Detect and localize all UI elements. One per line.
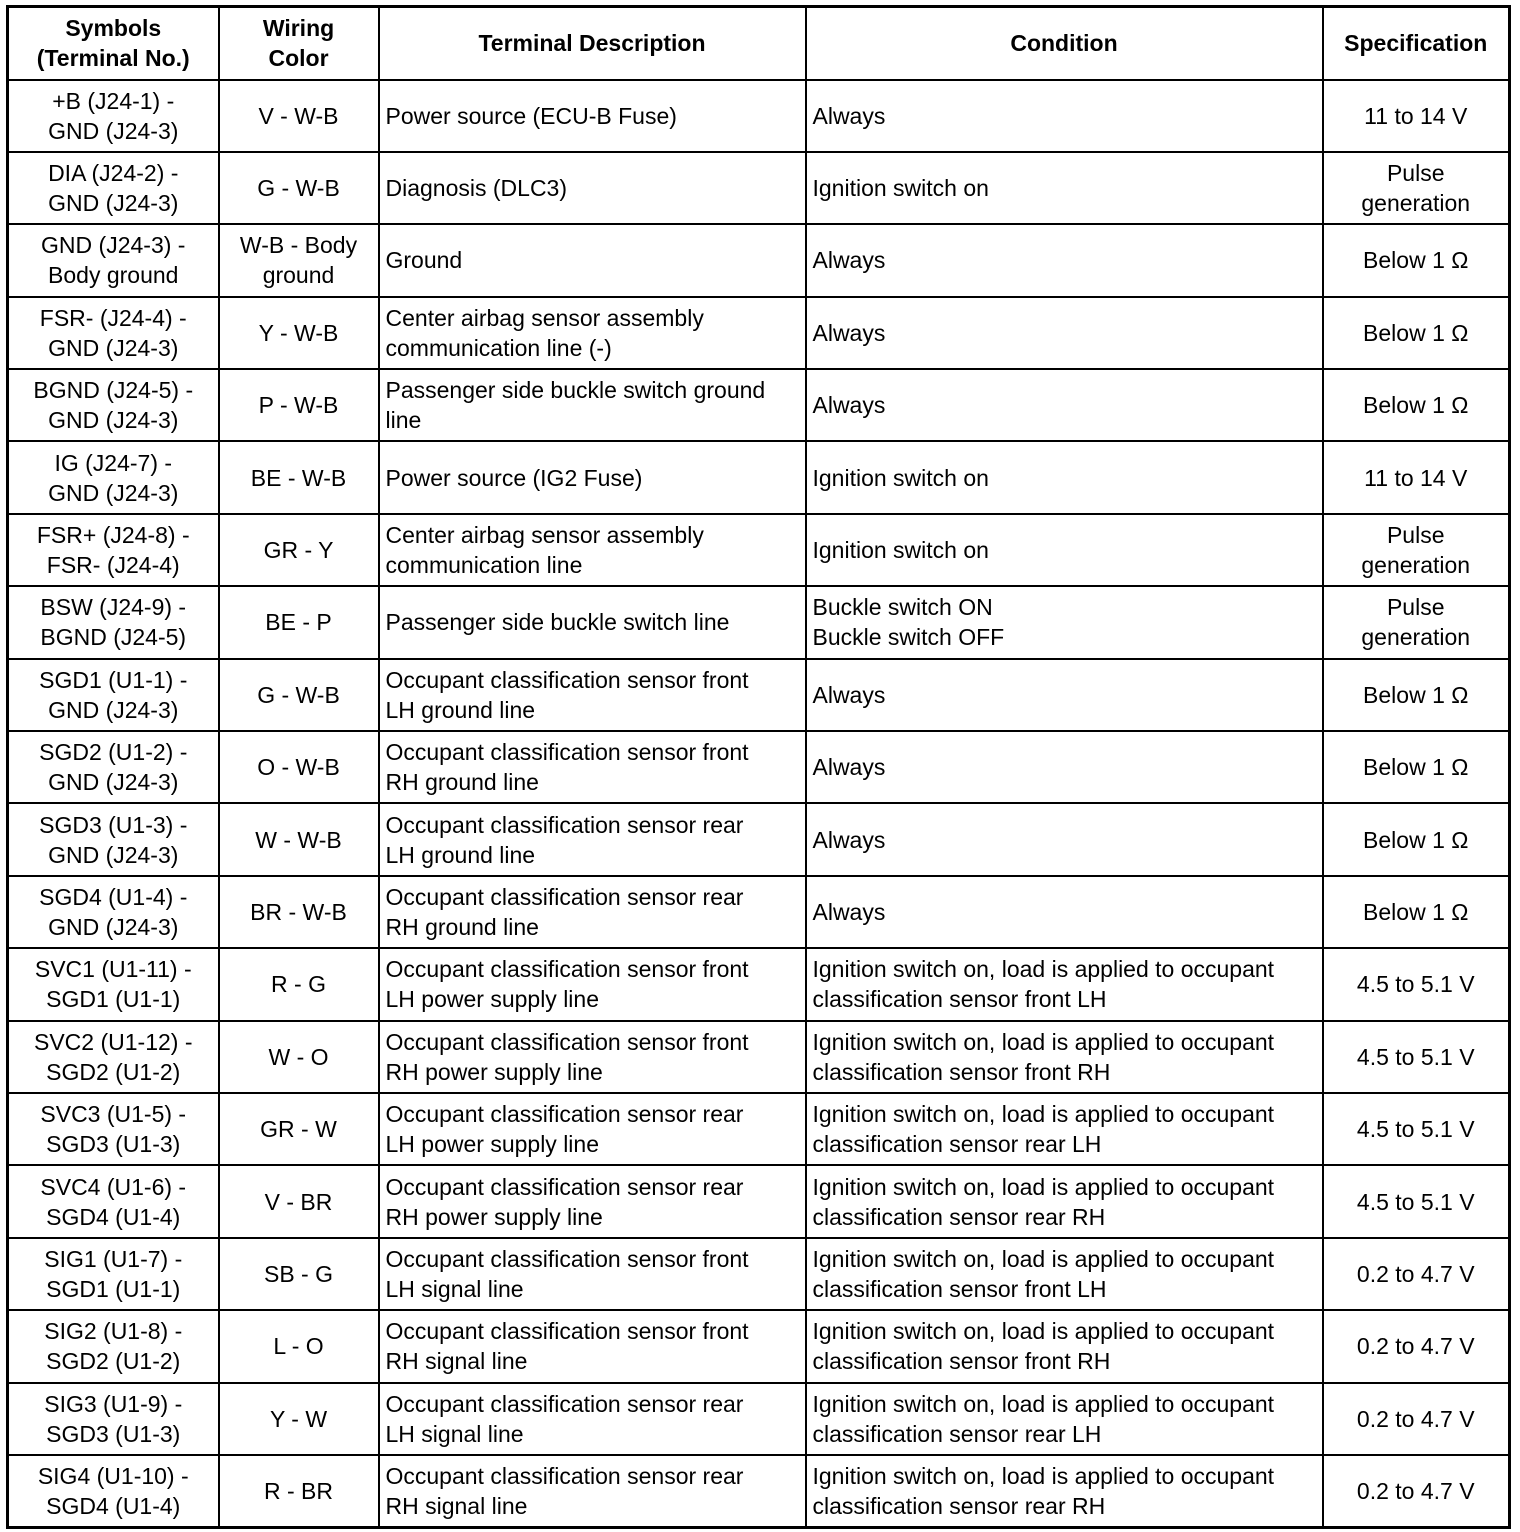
cell-symbols: GND (J24-3) - Body ground — [8, 224, 219, 296]
cell-symbols: FSR- (J24-4) - GND (J24-3) — [8, 297, 219, 369]
table-row — [8, 948, 1510, 1020]
cell-terminal-description: Passenger side buckle switch line — [379, 586, 806, 658]
table-row — [8, 1093, 1510, 1165]
cell-terminal-description: Occupant classification sensor front LH ground line — [379, 659, 806, 731]
cell-terminal-description: Occupant classification sensor rear RH ground line — [379, 876, 806, 948]
cell-wiring-color: V - BR — [219, 1165, 379, 1237]
cell-condition: Ignition switch on — [806, 441, 1323, 513]
cell-terminal-description: Occupant classification sensor rear RH signal line — [379, 1455, 806, 1527]
table-row — [8, 1021, 1510, 1093]
cell-terminal-description: Occupant classification sensor front RH power supply line — [379, 1021, 806, 1093]
table-row — [8, 1165, 1510, 1237]
cell-condition: Always — [806, 803, 1323, 875]
cell-wiring-color: SB - G — [219, 1238, 379, 1310]
cell-symbols: SVC4 (U1-6) - SGD4 (U1-4) — [8, 1165, 219, 1237]
table-row — [8, 876, 1510, 948]
cell-condition: Always — [806, 369, 1323, 441]
cell-symbols: SGD2 (U1-2) - GND (J24-3) — [8, 731, 219, 803]
cell-symbols: BGND (J24-5) - GND (J24-3) — [8, 369, 219, 441]
cell-specification: Below 1 Ω — [1323, 803, 1510, 875]
cell-specification: Below 1 Ω — [1323, 297, 1510, 369]
cell-terminal-description: Passenger side buckle switch ground line — [379, 369, 806, 441]
cell-terminal-description: Power source (IG2 Fuse) — [379, 441, 806, 513]
cell-specification: Pulse generation — [1323, 586, 1510, 658]
cell-symbols: SGD3 (U1-3) - GND (J24-3) — [8, 803, 219, 875]
cell-condition: Ignition switch on, load is applied to occupant classification sensor rear RH — [806, 1455, 1323, 1527]
table-row — [8, 297, 1510, 369]
cell-wiring-color: V - W-B — [219, 80, 379, 152]
cell-wiring-color: Y - W-B — [219, 297, 379, 369]
cell-symbols: SIG4 (U1-10) - SGD4 (U1-4) — [8, 1455, 219, 1527]
cell-wiring-color: BE - P — [219, 586, 379, 658]
table-row — [8, 441, 1510, 513]
cell-condition: Ignition switch on, load is applied to occupant classification sensor rear RH — [806, 1165, 1323, 1237]
cell-condition: Always — [806, 297, 1323, 369]
terminal-table — [6, 5, 1511, 1529]
table-row — [8, 731, 1510, 803]
cell-specification: Pulse generation — [1323, 152, 1510, 224]
table-row — [8, 659, 1510, 731]
cell-symbols: SIG1 (U1-7) - SGD1 (U1-1) — [8, 1238, 219, 1310]
cell-condition: Ignition switch on — [806, 514, 1323, 586]
cell-symbols: SVC2 (U1-12) - SGD2 (U1-2) — [8, 1021, 219, 1093]
cell-terminal-description: Ground — [379, 224, 806, 296]
cell-terminal-description: Diagnosis (DLC3) — [379, 152, 806, 224]
cell-condition: Always — [806, 80, 1323, 152]
cell-symbols: IG (J24-7) - GND (J24-3) — [8, 441, 219, 513]
cell-wiring-color: BE - W-B — [219, 441, 379, 513]
cell-symbols: SIG3 (U1-9) - SGD3 (U1-3) — [8, 1383, 219, 1455]
table-row — [8, 152, 1510, 224]
cell-specification: Below 1 Ω — [1323, 731, 1510, 803]
cell-terminal-description: Occupant classification sensor front RH ground line — [379, 731, 806, 803]
table-row — [8, 80, 1510, 152]
table-row — [8, 1455, 1510, 1527]
cell-specification: Below 1 Ω — [1323, 369, 1510, 441]
cell-condition: Buckle switch ON Buckle switch OFF — [806, 586, 1323, 658]
header-wiring-color: Wiring Color — [219, 7, 379, 80]
header-specification: Specification — [1323, 7, 1510, 80]
cell-terminal-description: Occupant classification sensor rear LH power supply line — [379, 1093, 806, 1165]
cell-wiring-color: L - O — [219, 1310, 379, 1382]
cell-specification: Pulse generation — [1323, 514, 1510, 586]
cell-wiring-color: BR - W-B — [219, 876, 379, 948]
cell-wiring-color: R - G — [219, 948, 379, 1020]
cell-symbols: SVC1 (U1-11) - SGD1 (U1-1) — [8, 948, 219, 1020]
cell-terminal-description: Occupant classification sensor rear LH ground line — [379, 803, 806, 875]
cell-terminal-description: Center airbag sensor assembly communication line (-) — [379, 297, 806, 369]
header-symbols: Symbols (Terminal No.) — [8, 7, 219, 80]
table-row — [8, 1310, 1510, 1382]
cell-terminal-description: Occupant classification sensor rear LH signal line — [379, 1383, 806, 1455]
cell-specification: 11 to 14 V — [1323, 441, 1510, 513]
table-row — [8, 1238, 1510, 1310]
cell-terminal-description: Occupant classification sensor front LH power supply line — [379, 948, 806, 1020]
cell-symbols: FSR+ (J24-8) - FSR- (J24-4) — [8, 514, 219, 586]
header-row — [8, 7, 1510, 80]
cell-terminal-description: Power source (ECU-B Fuse) — [379, 80, 806, 152]
cell-condition: Always — [806, 731, 1323, 803]
cell-specification: Below 1 Ω — [1323, 659, 1510, 731]
cell-specification: 4.5 to 5.1 V — [1323, 1021, 1510, 1093]
cell-terminal-description: Center airbag sensor assembly communication line — [379, 514, 806, 586]
table-row — [8, 586, 1510, 658]
cell-terminal-description: Occupant classification sensor front RH signal line — [379, 1310, 806, 1382]
cell-symbols: DIA (J24-2) - GND (J24-3) — [8, 152, 219, 224]
cell-specification: Below 1 Ω — [1323, 224, 1510, 296]
cell-condition: Ignition switch on, load is applied to occupant classification sensor front RH — [806, 1310, 1323, 1382]
cell-specification: Below 1 Ω — [1323, 876, 1510, 948]
cell-terminal-description: Occupant classification sensor rear RH power supply line — [379, 1165, 806, 1237]
cell-condition: Always — [806, 224, 1323, 296]
cell-symbols: SGD4 (U1-4) - GND (J24-3) — [8, 876, 219, 948]
cell-wiring-color: W - W-B — [219, 803, 379, 875]
cell-wiring-color: W-B - Body ground — [219, 224, 379, 296]
table-row — [8, 224, 1510, 296]
cell-specification: 11 to 14 V — [1323, 80, 1510, 152]
cell-condition: Ignition switch on, load is applied to occupant classification sensor rear LH — [806, 1383, 1323, 1455]
cell-specification: 0.2 to 4.7 V — [1323, 1310, 1510, 1382]
table-row — [8, 1383, 1510, 1455]
cell-condition: Ignition switch on, load is applied to occupant classification sensor front RH — [806, 1021, 1323, 1093]
cell-wiring-color: Y - W — [219, 1383, 379, 1455]
cell-specification: 0.2 to 4.7 V — [1323, 1383, 1510, 1455]
cell-symbols: SVC3 (U1-5) - SGD3 (U1-3) — [8, 1093, 219, 1165]
header-condition: Condition — [806, 7, 1323, 80]
cell-wiring-color: P - W-B — [219, 369, 379, 441]
cell-wiring-color: G - W-B — [219, 152, 379, 224]
cell-wiring-color: O - W-B — [219, 731, 379, 803]
table-body — [8, 80, 1510, 1528]
cell-specification: 0.2 to 4.7 V — [1323, 1238, 1510, 1310]
table-row — [8, 514, 1510, 586]
cell-symbols: SIG2 (U1-8) - SGD2 (U1-2) — [8, 1310, 219, 1382]
header-terminal-description: Terminal Description — [379, 7, 806, 80]
cell-specification: 4.5 to 5.1 V — [1323, 1165, 1510, 1237]
cell-terminal-description: Occupant classification sensor front LH signal line — [379, 1238, 806, 1310]
cell-specification: 4.5 to 5.1 V — [1323, 948, 1510, 1020]
cell-condition: Always — [806, 876, 1323, 948]
cell-wiring-color: G - W-B — [219, 659, 379, 731]
table-row — [8, 369, 1510, 441]
cell-symbols: +B (J24-1) - GND (J24-3) — [8, 80, 219, 152]
cell-wiring-color: W - O — [219, 1021, 379, 1093]
cell-wiring-color: R - BR — [219, 1455, 379, 1527]
cell-condition: Ignition switch on — [806, 152, 1323, 224]
cell-wiring-color: GR - W — [219, 1093, 379, 1165]
cell-condition: Ignition switch on, load is applied to occupant classification sensor front LH — [806, 948, 1323, 1020]
cell-specification: 0.2 to 4.7 V — [1323, 1455, 1510, 1527]
cell-symbols: BSW (J24-9) - BGND (J24-5) — [8, 586, 219, 658]
cell-condition: Always — [806, 659, 1323, 731]
cell-condition: Ignition switch on, load is applied to occupant classification sensor rear LH — [806, 1093, 1323, 1165]
table-row — [8, 803, 1510, 875]
cell-condition: Ignition switch on, load is applied to occupant classification sensor front LH — [806, 1238, 1323, 1310]
cell-specification: 4.5 to 5.1 V — [1323, 1093, 1510, 1165]
cell-wiring-color: GR - Y — [219, 514, 379, 586]
cell-symbols: SGD1 (U1-1) - GND (J24-3) — [8, 659, 219, 731]
